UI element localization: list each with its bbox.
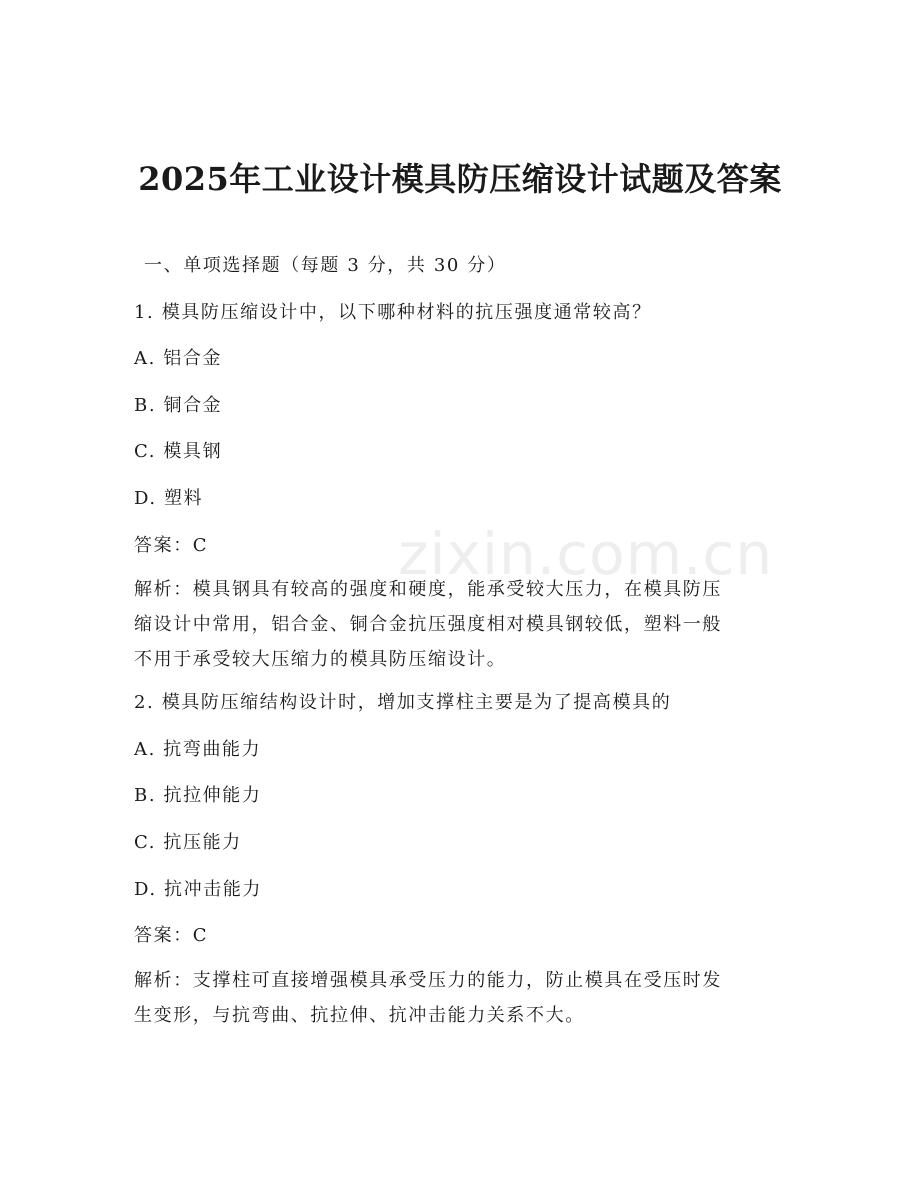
question-stem: 2. 模具防压缩结构设计时，增加支撑柱主要是为了提高模具的 [134, 692, 672, 714]
option-a: A. 抗弯曲能力 [134, 738, 262, 760]
option-b: B. 铜合金 [134, 394, 223, 416]
document-title: 2025年工业设计模具防压缩设计试题及答案 [138, 160, 782, 198]
answer-line: 答案：C [134, 925, 209, 947]
option-c: C. 模具钢 [134, 441, 223, 463]
option-d: D. 塑料 [134, 487, 204, 509]
explanation-line: 解析：支撑柱可直接增强模具承受压力的能力，防止模具在受压时发 [134, 969, 722, 991]
section-heading: 一、单项选择题（每题 3 分，共 30 分） [144, 255, 507, 276]
answer-line: 答案：C [134, 534, 209, 556]
watermark: zixin.com.cn [398, 520, 774, 588]
option-c: C. 抗压能力 [134, 831, 242, 853]
explanation-line: 生变形，与抗弯曲、抗拉伸、抗冲击能力关系不大。 [134, 1004, 585, 1026]
explanation [134, 963, 774, 1033]
question-stem: 1. 模具防压缩设计中，以下哪种材料的抗压强度通常较高？ [134, 301, 652, 323]
option-a: A. 铝合金 [134, 348, 223, 370]
question-block [134, 293, 774, 678]
document-body [134, 246, 774, 1039]
explanation-line: 不用于承受较大压缩力的模具防压缩设计。 [134, 649, 507, 671]
option-b: B. 抗拉伸能力 [134, 785, 262, 807]
option-d: D. 抗冲击能力 [134, 878, 263, 900]
explanation-line: 解析：模具钢具有较高的强度和硬度，能承受较大压力，在模具防压 [134, 579, 722, 601]
question-block [134, 683, 774, 1033]
explanation-line: 缩设计中常用，铝合金、铜合金抗压强度相对模具钢较低，塑料一般 [134, 614, 722, 636]
explanation [134, 572, 774, 677]
